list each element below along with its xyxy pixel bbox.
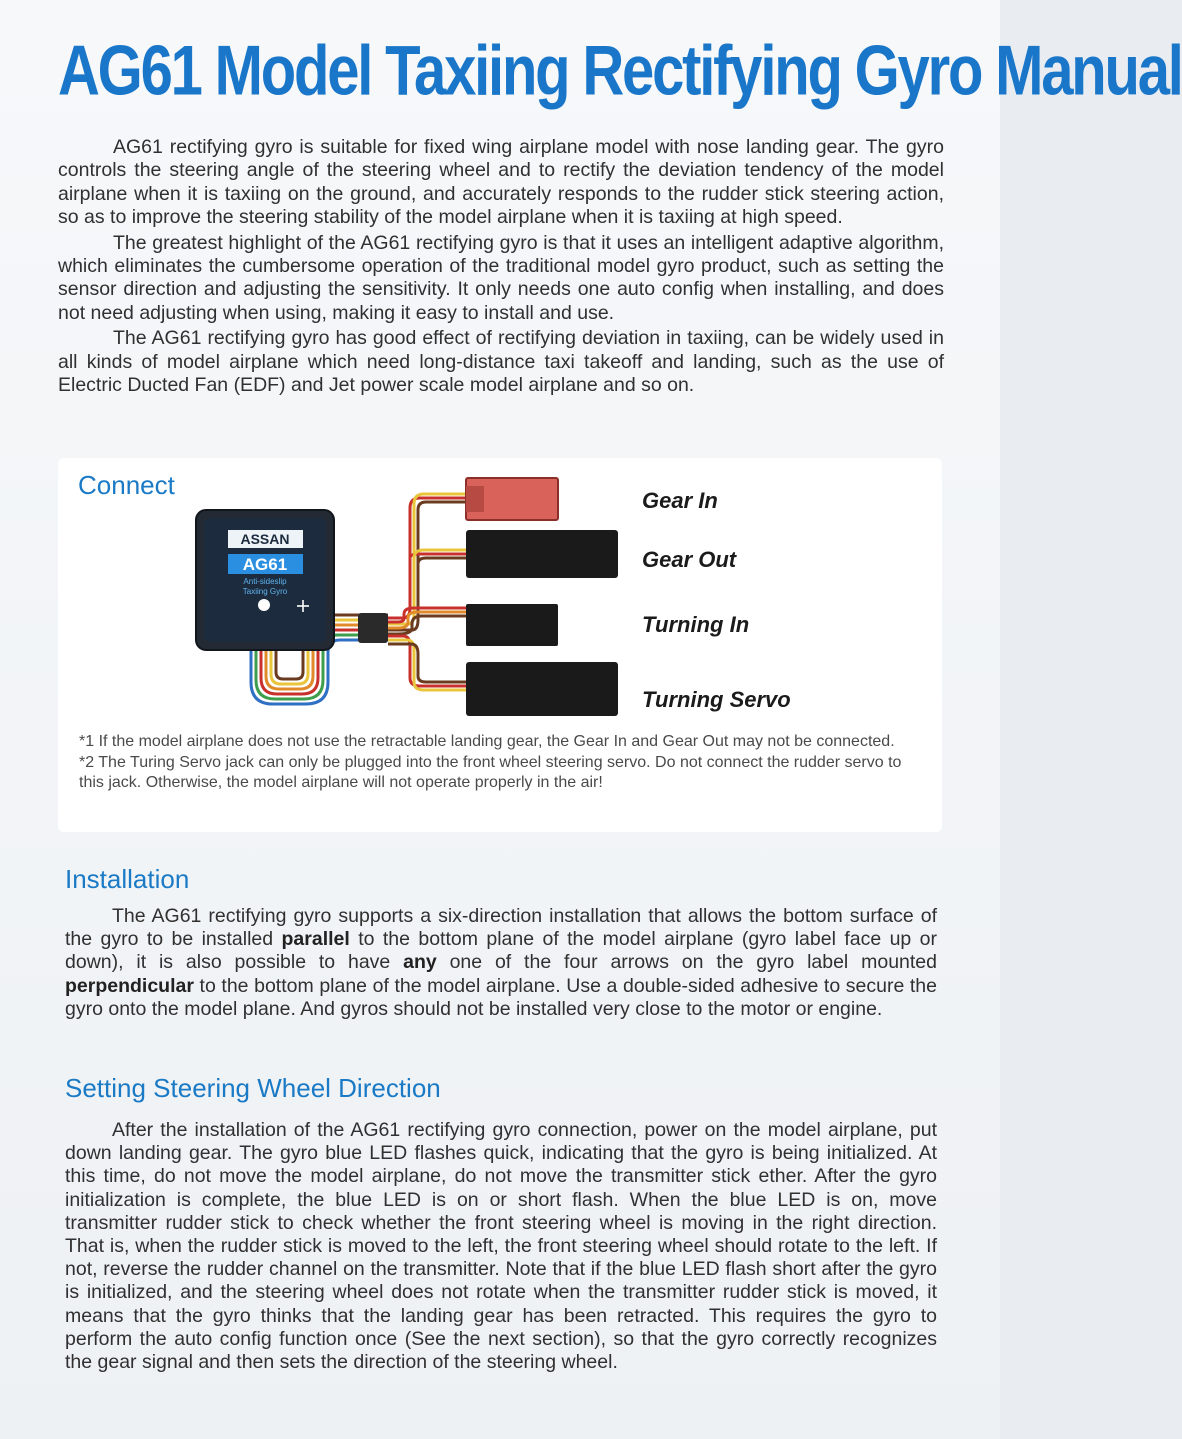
installation-body [65, 905, 937, 1021]
connect-card [58, 458, 942, 832]
installation-bold-any: any [403, 951, 437, 974]
steering-paragraph: After the installation of the AG61 rectifying gyro connection, power on the model airplane, put down landing gear. The gyro blue LED flashes quick, indicating that the gyro is being initialized. At this time, do not move the model airplane, do not move the transmitter stick ether. After the gyro initialization is complete, the blue LED is on or short flash. When the blue LED is on, move transmitter rudder stick to check whether the front steering wheel is moving in the right direction. That is, when the rudder stick is moved to the left, the front steering wheel should rotate to the left. If not, reverse the rudder channel on the transmitter. Note that if the blue LED flash short after the gyro is initialized, and the steering wheel does not rotate when the transmitter rudder stick is moved, it means that the gyro thinks that the landing gear has been retracted. This requires the gyro to perform the auto config function once (See the next section), so that the gyro correctly recognizes the gear signal and then sets the direction of the steering wheel. [65, 1119, 937, 1374]
installation-text-a: The AG61 rectifying gyro supports a six-direction installation that allows the bottom surface of the gyro to be installed [65, 905, 937, 951]
gyro-device [196, 510, 334, 650]
gear-out-plug [466, 530, 618, 578]
turning-servo-plug [466, 662, 618, 716]
steering-heading: Setting Steering Wheel Direction [65, 1073, 441, 1103]
led-indicator-icon [258, 599, 270, 611]
wiring-diagram [58, 458, 942, 732]
installation-bold-perpendicular: perpendicular [65, 974, 194, 997]
intro-paragraph-3: The AG61 rectifying gyro has good effect of rectifying deviation in taxiing, can be widely used in all kinds of model airplane which need long-distance taxi takeoff and landing, such as the use of Electric Ducted Fan (EDF) and Jet power scale model airplane and so on. [58, 327, 944, 397]
intro-section [58, 136, 944, 397]
gyro-subtitle-1: Anti-sideslip [243, 577, 287, 586]
label-turning-servo: Turning Servo [642, 687, 791, 712]
gyro-brand: ASSAN [240, 531, 290, 547]
manual-title: AG61 Model Taxiing Rectifying Gyro Manual [58, 31, 1182, 111]
turning-in-plug [466, 604, 558, 646]
label-gear-out: Gear Out [642, 547, 737, 572]
note-1: *1 If the model airplane does not use the retractable landing gear, the Gear In and Gear Out may not be connected. [79, 733, 895, 750]
connect-notes [79, 732, 929, 794]
wire-branches [388, 494, 466, 690]
label-gear-in: Gear In [642, 488, 718, 513]
gyro-subtitle-2: Taxiing Gyro [242, 587, 288, 596]
note-2: *2 The Turing Servo jack can only be plugged into the front wheel steering servo. Do not connect the rudder servo to this jack. Otherwise, the model airplane will not operate properly in the air! [79, 753, 902, 791]
connect-heading: Connect [78, 470, 175, 500]
installation-bold-parallel: parallel [281, 928, 350, 951]
intro-paragraph-1: AG61 rectifying gyro is suitable for fixed wing airplane model with nose landing gear. The gyro controls the steering angle of the steering wheel and to rectify the deviation tendency of the model airplane when it is taxiing on the ground, and accurately responds to the rudder stick steering action, so as to improve the steering stability of the model airplane when it is taxiing at high speed. [58, 136, 944, 229]
label-turning-in: Turning In [642, 612, 750, 637]
intro-paragraph-2: The greatest highlight of the AG61 rectifying gyro is that it uses an intelligent adaptive algorithm, which eliminates the cumbersome operation of the traditional model gyro product, such as setting the sensor direction and adjusting the sensitivity. It only needs one auto config when installing, and does not need adjusting when using, making it easy to install and use. [58, 231, 944, 324]
installation-text-b: to the bottom plane of the model airplane (gyro label face up or down), it is also possible to have [65, 928, 937, 974]
installation-paragraph [65, 905, 937, 1021]
installation-heading: Installation [65, 864, 190, 894]
installation-text-c: one of the four arrows on the gyro label mounted [436, 951, 937, 974]
wire-sleeve [358, 613, 388, 643]
gear-in-plug-tab [466, 486, 484, 512]
steering-body [65, 1119, 937, 1374]
gyro-model: AG61 [242, 555, 288, 574]
installation-text-d: to the bottom plane of the model airplane. Use a double-sided adhesive to secure the gyro onto the model plane. And gyros should not be installed very close to the motor or engine. [65, 974, 937, 1020]
